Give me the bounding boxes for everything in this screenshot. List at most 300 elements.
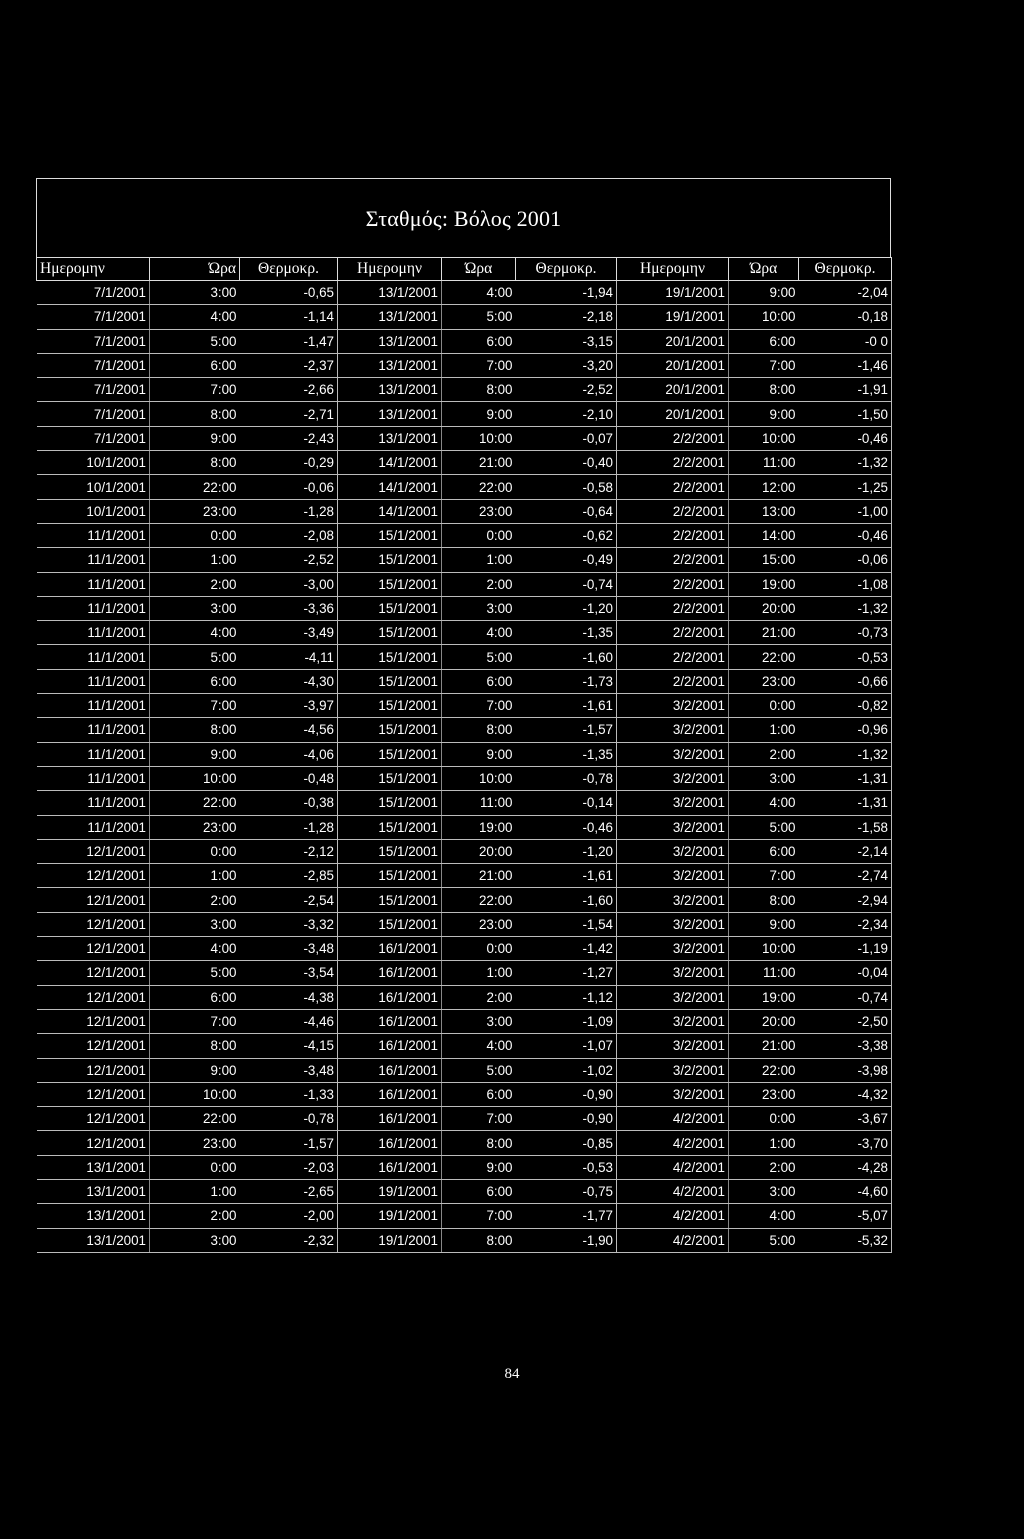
temperature-cell: -1,61 <box>516 864 617 888</box>
time-cell: 21:00 <box>442 864 516 888</box>
table-row <box>37 451 892 475</box>
time-cell: 7:00 <box>729 353 799 377</box>
date-cell: 2/2/2001 <box>617 596 729 620</box>
time-cell: 1:00 <box>150 548 240 572</box>
time-cell: 10:00 <box>729 305 799 329</box>
date-cell: 13/1/2001 <box>338 305 442 329</box>
table-row <box>37 426 892 450</box>
time-cell: 2:00 <box>729 1155 799 1179</box>
date-cell: 15/1/2001 <box>338 645 442 669</box>
temperature-cell: -1,20 <box>516 839 617 863</box>
temperature-cell: -2,08 <box>240 523 338 547</box>
date-cell: 7/1/2001 <box>37 281 150 305</box>
date-cell: 3/2/2001 <box>617 791 729 815</box>
temperature-cell: -0,46 <box>799 426 892 450</box>
time-cell: 6:00 <box>729 839 799 863</box>
temperature-cell: -0,75 <box>516 1179 617 1203</box>
date-cell: 16/1/2001 <box>338 1058 442 1082</box>
time-cell: 6:00 <box>442 329 516 353</box>
date-cell: 2/2/2001 <box>617 426 729 450</box>
time-cell: 9:00 <box>150 742 240 766</box>
date-cell: 12/1/2001 <box>37 888 150 912</box>
date-cell: 19/1/2001 <box>338 1228 442 1252</box>
time-cell: 5:00 <box>442 645 516 669</box>
table-row <box>37 645 892 669</box>
time-cell: 20:00 <box>729 596 799 620</box>
table-row <box>37 864 892 888</box>
time-cell: 6:00 <box>442 1082 516 1106</box>
time-cell: 15:00 <box>729 548 799 572</box>
date-cell: 11/1/2001 <box>37 645 150 669</box>
time-cell: 6:00 <box>442 1179 516 1203</box>
time-cell: 1:00 <box>442 548 516 572</box>
time-cell: 23:00 <box>150 499 240 523</box>
time-cell: 22:00 <box>729 1058 799 1082</box>
temperature-cell: -0,49 <box>516 548 617 572</box>
table-row <box>37 1204 892 1228</box>
date-cell: 12/1/2001 <box>37 985 150 1009</box>
temperature-cell: -4,32 <box>799 1082 892 1106</box>
temperature-cell: -2,00 <box>240 1204 338 1228</box>
temperature-cell: -0,40 <box>516 451 617 475</box>
time-cell: 3:00 <box>729 766 799 790</box>
table-row <box>37 475 892 499</box>
date-cell: 13/1/2001 <box>37 1228 150 1252</box>
temperature-cell: -3,20 <box>516 353 617 377</box>
temperature-cell: -0,04 <box>799 961 892 985</box>
table-row <box>37 329 892 353</box>
temperature-cell: -1,46 <box>799 353 892 377</box>
temperature-cell: -3,48 <box>240 1058 338 1082</box>
date-cell: 4/2/2001 <box>617 1179 729 1203</box>
temperature-cell: -2,03 <box>240 1155 338 1179</box>
temperature-cell: -0,64 <box>516 499 617 523</box>
date-cell: 3/2/2001 <box>617 961 729 985</box>
table-row <box>37 766 892 790</box>
date-cell: 14/1/2001 <box>338 451 442 475</box>
time-cell: 10:00 <box>442 766 516 790</box>
date-cell: 15/1/2001 <box>338 523 442 547</box>
date-cell: 11/1/2001 <box>37 791 150 815</box>
temperature-cell: -1,77 <box>516 1204 617 1228</box>
date-cell: 12/1/2001 <box>37 1082 150 1106</box>
table-row <box>37 1179 892 1203</box>
table-row <box>37 548 892 572</box>
date-cell: 3/2/2001 <box>617 694 729 718</box>
time-cell: 3:00 <box>150 912 240 936</box>
table-row <box>37 669 892 693</box>
temperature-cell: -3,48 <box>240 937 338 961</box>
temperature-cell: -0,85 <box>516 1131 617 1155</box>
time-cell: 7:00 <box>150 694 240 718</box>
temperature-cell: -2,37 <box>240 353 338 377</box>
temperature-cell: -0,66 <box>799 669 892 693</box>
temperature-cell: -3,36 <box>240 596 338 620</box>
temperature-cell: -4,11 <box>240 645 338 669</box>
date-cell: 11/1/2001 <box>37 523 150 547</box>
time-cell: 7:00 <box>442 1204 516 1228</box>
date-cell: 15/1/2001 <box>338 718 442 742</box>
column-header-temperature: Θερμοκρ. <box>240 258 338 281</box>
temperature-cell: -2,10 <box>516 402 617 426</box>
date-cell: 12/1/2001 <box>37 1009 150 1033</box>
table-row <box>37 1155 892 1179</box>
time-cell: 5:00 <box>150 329 240 353</box>
time-cell: 7:00 <box>442 694 516 718</box>
column-header-date: Ημερομην <box>338 258 442 281</box>
time-cell: 22:00 <box>729 645 799 669</box>
temperature-cell: -3,15 <box>516 329 617 353</box>
date-cell: 11/1/2001 <box>37 815 150 839</box>
date-cell: 11/1/2001 <box>37 572 150 596</box>
temperature-cell: -0,90 <box>516 1107 617 1131</box>
temperature-cell: -1,91 <box>799 378 892 402</box>
temperature-cell: -1,35 <box>516 742 617 766</box>
temperature-cell: -0,38 <box>240 791 338 815</box>
date-cell: 16/1/2001 <box>338 1155 442 1179</box>
table-row <box>37 1009 892 1033</box>
date-cell: 10/1/2001 <box>37 499 150 523</box>
temperature-cell: -1,08 <box>799 572 892 596</box>
date-cell: 15/1/2001 <box>338 766 442 790</box>
time-cell: 7:00 <box>150 1009 240 1033</box>
temperature-cell: -2,12 <box>240 839 338 863</box>
table-body <box>37 281 892 1253</box>
date-cell: 3/2/2001 <box>617 839 729 863</box>
time-cell: 23:00 <box>442 499 516 523</box>
date-cell: 15/1/2001 <box>338 621 442 645</box>
time-cell: 0:00 <box>729 1107 799 1131</box>
date-cell: 20/1/2001 <box>617 378 729 402</box>
time-cell: 3:00 <box>442 596 516 620</box>
temperature-cell: -4,15 <box>240 1034 338 1058</box>
time-cell: 21:00 <box>729 621 799 645</box>
time-cell: 4:00 <box>729 1204 799 1228</box>
date-cell: 11/1/2001 <box>37 718 150 742</box>
temperature-cell: -2,65 <box>240 1179 338 1203</box>
date-cell: 13/1/2001 <box>37 1179 150 1203</box>
time-cell: 11:00 <box>442 791 516 815</box>
time-cell: 0:00 <box>150 523 240 547</box>
temperature-cell: -4,46 <box>240 1009 338 1033</box>
time-cell: 23:00 <box>729 669 799 693</box>
date-cell: 7/1/2001 <box>37 305 150 329</box>
table-row <box>37 1228 892 1252</box>
column-header-date: Ημερομην <box>37 258 150 281</box>
temperature-cell: -3,97 <box>240 694 338 718</box>
column-header-time: Ώρα <box>150 258 240 281</box>
time-cell: 3:00 <box>442 1009 516 1033</box>
time-cell: 4:00 <box>150 621 240 645</box>
time-cell: 9:00 <box>150 1058 240 1082</box>
date-cell: 3/2/2001 <box>617 864 729 888</box>
date-cell: 13/1/2001 <box>338 353 442 377</box>
date-cell: 19/1/2001 <box>338 1204 442 1228</box>
temperature-cell: -2,94 <box>799 888 892 912</box>
time-cell: 1:00 <box>442 961 516 985</box>
time-cell: 5:00 <box>150 961 240 985</box>
date-cell: 11/1/2001 <box>37 669 150 693</box>
time-cell: 0:00 <box>150 839 240 863</box>
table-row <box>37 839 892 863</box>
date-cell: 12/1/2001 <box>37 1131 150 1155</box>
time-cell: 23:00 <box>442 912 516 936</box>
temperature-cell: -4,28 <box>799 1155 892 1179</box>
date-cell: 3/2/2001 <box>617 1082 729 1106</box>
time-cell: 8:00 <box>442 1131 516 1155</box>
temperature-cell: -2,34 <box>799 912 892 936</box>
temperature-cell: -2,50 <box>799 1009 892 1033</box>
temperature-cell: -0,48 <box>240 766 338 790</box>
date-cell: 2/2/2001 <box>617 645 729 669</box>
temperature-cell: -1,60 <box>516 888 617 912</box>
table-row <box>37 961 892 985</box>
date-cell: 11/1/2001 <box>37 548 150 572</box>
time-cell: 10:00 <box>729 937 799 961</box>
temperature-cell: -2,14 <box>799 839 892 863</box>
date-cell: 14/1/2001 <box>338 499 442 523</box>
table-row <box>37 402 892 426</box>
date-cell: 4/2/2001 <box>617 1228 729 1252</box>
table-row <box>37 621 892 645</box>
time-cell: 10:00 <box>150 766 240 790</box>
table-row <box>37 281 892 305</box>
temperature-cell: -4,06 <box>240 742 338 766</box>
time-cell: 21:00 <box>442 451 516 475</box>
temperature-cell: -1,09 <box>516 1009 617 1033</box>
temperature-cell: -1,20 <box>516 596 617 620</box>
temperature-cell: -4,56 <box>240 718 338 742</box>
date-cell: 3/2/2001 <box>617 937 729 961</box>
time-cell: 8:00 <box>150 402 240 426</box>
time-cell: 23:00 <box>729 1082 799 1106</box>
date-cell: 3/2/2001 <box>617 985 729 1009</box>
temperature-cell: -0,46 <box>516 815 617 839</box>
time-cell: 6:00 <box>150 669 240 693</box>
date-cell: 11/1/2001 <box>37 694 150 718</box>
table-row <box>37 742 892 766</box>
date-cell: 2/2/2001 <box>617 499 729 523</box>
date-cell: 12/1/2001 <box>37 912 150 936</box>
time-cell: 4:00 <box>150 305 240 329</box>
temperature-cell: -1,28 <box>240 499 338 523</box>
temperature-cell: -2,43 <box>240 426 338 450</box>
page-number: 84 <box>504 1366 520 1382</box>
time-cell: 6:00 <box>150 985 240 1009</box>
temperature-cell: -0,78 <box>516 766 617 790</box>
time-cell: 9:00 <box>442 1155 516 1179</box>
date-cell: 11/1/2001 <box>37 596 150 620</box>
time-cell: 9:00 <box>442 402 516 426</box>
date-cell: 2/2/2001 <box>617 621 729 645</box>
temperature-cell: -0,53 <box>516 1155 617 1179</box>
temperature-cell: -1,35 <box>516 621 617 645</box>
date-cell: 2/2/2001 <box>617 523 729 547</box>
time-cell: 1:00 <box>150 1179 240 1203</box>
time-cell: 9:00 <box>442 742 516 766</box>
time-cell: 21:00 <box>729 1034 799 1058</box>
time-cell: 1:00 <box>729 718 799 742</box>
temperature-cell: -1,58 <box>799 815 892 839</box>
date-cell: 15/1/2001 <box>338 864 442 888</box>
temperature-cell: -1,32 <box>799 742 892 766</box>
date-cell: 15/1/2001 <box>338 548 442 572</box>
time-cell: 3:00 <box>150 1228 240 1252</box>
date-cell: 2/2/2001 <box>617 548 729 572</box>
temperature-cell: -1,02 <box>516 1058 617 1082</box>
temperature-cell: -0,74 <box>799 985 892 1009</box>
time-cell: 4:00 <box>442 621 516 645</box>
temperature-cell: -0,74 <box>516 572 617 596</box>
date-cell: 13/1/2001 <box>338 426 442 450</box>
date-cell: 13/1/2001 <box>37 1155 150 1179</box>
date-cell: 15/1/2001 <box>338 791 442 815</box>
time-cell: 5:00 <box>729 1228 799 1252</box>
temperature-cell: -1,60 <box>516 645 617 669</box>
date-cell: 7/1/2001 <box>37 353 150 377</box>
temperature-cell: -1,57 <box>240 1131 338 1155</box>
date-cell: 16/1/2001 <box>338 1107 442 1131</box>
date-cell: 10/1/2001 <box>37 475 150 499</box>
date-cell: 2/2/2001 <box>617 475 729 499</box>
data-table-frame <box>36 178 891 1268</box>
time-cell: 4:00 <box>150 937 240 961</box>
time-cell: 2:00 <box>150 572 240 596</box>
time-cell: 9:00 <box>729 402 799 426</box>
date-cell: 16/1/2001 <box>338 1131 442 1155</box>
date-cell: 3/2/2001 <box>617 718 729 742</box>
temperature-cell: -1,42 <box>516 937 617 961</box>
table-row <box>37 985 892 1009</box>
time-cell: 8:00 <box>150 718 240 742</box>
temperature-cell: -1,31 <box>799 766 892 790</box>
temperature-cell: -1,33 <box>240 1082 338 1106</box>
time-cell: 20:00 <box>442 839 516 863</box>
time-cell: 10:00 <box>150 1082 240 1106</box>
date-cell: 15/1/2001 <box>338 912 442 936</box>
temperature-cell: -0,14 <box>516 791 617 815</box>
time-cell: 1:00 <box>150 864 240 888</box>
date-cell: 4/2/2001 <box>617 1107 729 1131</box>
time-cell: 23:00 <box>150 815 240 839</box>
table-row <box>37 888 892 912</box>
temperature-cell: -1,27 <box>516 961 617 985</box>
temperature-cell: -2,85 <box>240 864 338 888</box>
table-row <box>37 937 892 961</box>
temperature-cell: -0,82 <box>799 694 892 718</box>
time-cell: 8:00 <box>729 378 799 402</box>
column-header-temperature: Θερμοκρ. <box>516 258 617 281</box>
table-row <box>37 815 892 839</box>
title-row <box>36 178 891 257</box>
temperature-cell: -2,18 <box>516 305 617 329</box>
time-cell: 13:00 <box>729 499 799 523</box>
time-cell: 9:00 <box>729 281 799 305</box>
time-cell: 19:00 <box>442 815 516 839</box>
time-cell: 22:00 <box>442 888 516 912</box>
table-row <box>37 694 892 718</box>
time-cell: 22:00 <box>150 791 240 815</box>
temperature-cell: -3,32 <box>240 912 338 936</box>
time-cell: 3:00 <box>729 1179 799 1203</box>
temperature-cell: -2,32 <box>240 1228 338 1252</box>
table-row <box>37 305 892 329</box>
date-cell: 15/1/2001 <box>338 572 442 596</box>
date-cell: 13/1/2001 <box>37 1204 150 1228</box>
date-cell: 3/2/2001 <box>617 888 729 912</box>
temperature-cell: -3,70 <box>799 1131 892 1155</box>
date-cell: 15/1/2001 <box>338 815 442 839</box>
time-cell: 22:00 <box>442 475 516 499</box>
temperature-cell: -1,32 <box>799 596 892 620</box>
time-cell: 8:00 <box>729 888 799 912</box>
date-cell: 16/1/2001 <box>338 937 442 961</box>
date-cell: 15/1/2001 <box>338 888 442 912</box>
page-title: Σταθμός: Βόλος 2001 <box>365 206 562 231</box>
time-cell: 0:00 <box>442 523 516 547</box>
time-cell: 22:00 <box>150 475 240 499</box>
date-cell: 19/1/2001 <box>617 305 729 329</box>
time-cell: 8:00 <box>150 1034 240 1058</box>
time-cell: 5:00 <box>442 305 516 329</box>
date-cell: 15/1/2001 <box>338 694 442 718</box>
date-cell: 12/1/2001 <box>37 864 150 888</box>
date-cell: 3/2/2001 <box>617 912 729 936</box>
time-cell: 8:00 <box>442 1228 516 1252</box>
table-row <box>37 1082 892 1106</box>
time-cell: 6:00 <box>150 353 240 377</box>
temperature-cell: -0,62 <box>516 523 617 547</box>
time-cell: 19:00 <box>729 572 799 596</box>
temperature-cell: -3,49 <box>240 621 338 645</box>
date-cell: 4/2/2001 <box>617 1204 729 1228</box>
temperature-cell: -1,94 <box>516 281 617 305</box>
date-cell: 7/1/2001 <box>37 378 150 402</box>
date-cell: 12/1/2001 <box>37 1058 150 1082</box>
temperature-cell: -0,78 <box>240 1107 338 1131</box>
date-cell: 11/1/2001 <box>37 766 150 790</box>
temperature-cell: -0,29 <box>240 451 338 475</box>
temperature-cell: -0 0 <box>799 329 892 353</box>
time-cell: 11:00 <box>729 451 799 475</box>
temperature-cell: -1,61 <box>516 694 617 718</box>
time-cell: 3:00 <box>150 596 240 620</box>
date-cell: 3/2/2001 <box>617 742 729 766</box>
table-row <box>37 353 892 377</box>
date-cell: 12/1/2001 <box>37 839 150 863</box>
time-cell: 2:00 <box>442 572 516 596</box>
temperature-cell: -2,66 <box>240 378 338 402</box>
table-row <box>37 1131 892 1155</box>
time-cell: 8:00 <box>150 451 240 475</box>
temperature-cell: -3,67 <box>799 1107 892 1131</box>
time-cell: 5:00 <box>442 1058 516 1082</box>
date-cell: 2/2/2001 <box>617 572 729 596</box>
temperature-cell: -2,52 <box>240 548 338 572</box>
temperature-cell: -1,47 <box>240 329 338 353</box>
time-cell: 8:00 <box>442 718 516 742</box>
time-cell: 2:00 <box>729 742 799 766</box>
date-cell: 7/1/2001 <box>37 402 150 426</box>
column-header-temperature: Θερμοκρ. <box>799 258 892 281</box>
time-cell: 5:00 <box>729 815 799 839</box>
temperature-cell: -1,73 <box>516 669 617 693</box>
table-row <box>37 912 892 936</box>
temperature-cell: -1,32 <box>799 451 892 475</box>
time-cell: 0:00 <box>442 937 516 961</box>
temperature-cell: -0,07 <box>516 426 617 450</box>
date-cell: 19/1/2001 <box>617 281 729 305</box>
